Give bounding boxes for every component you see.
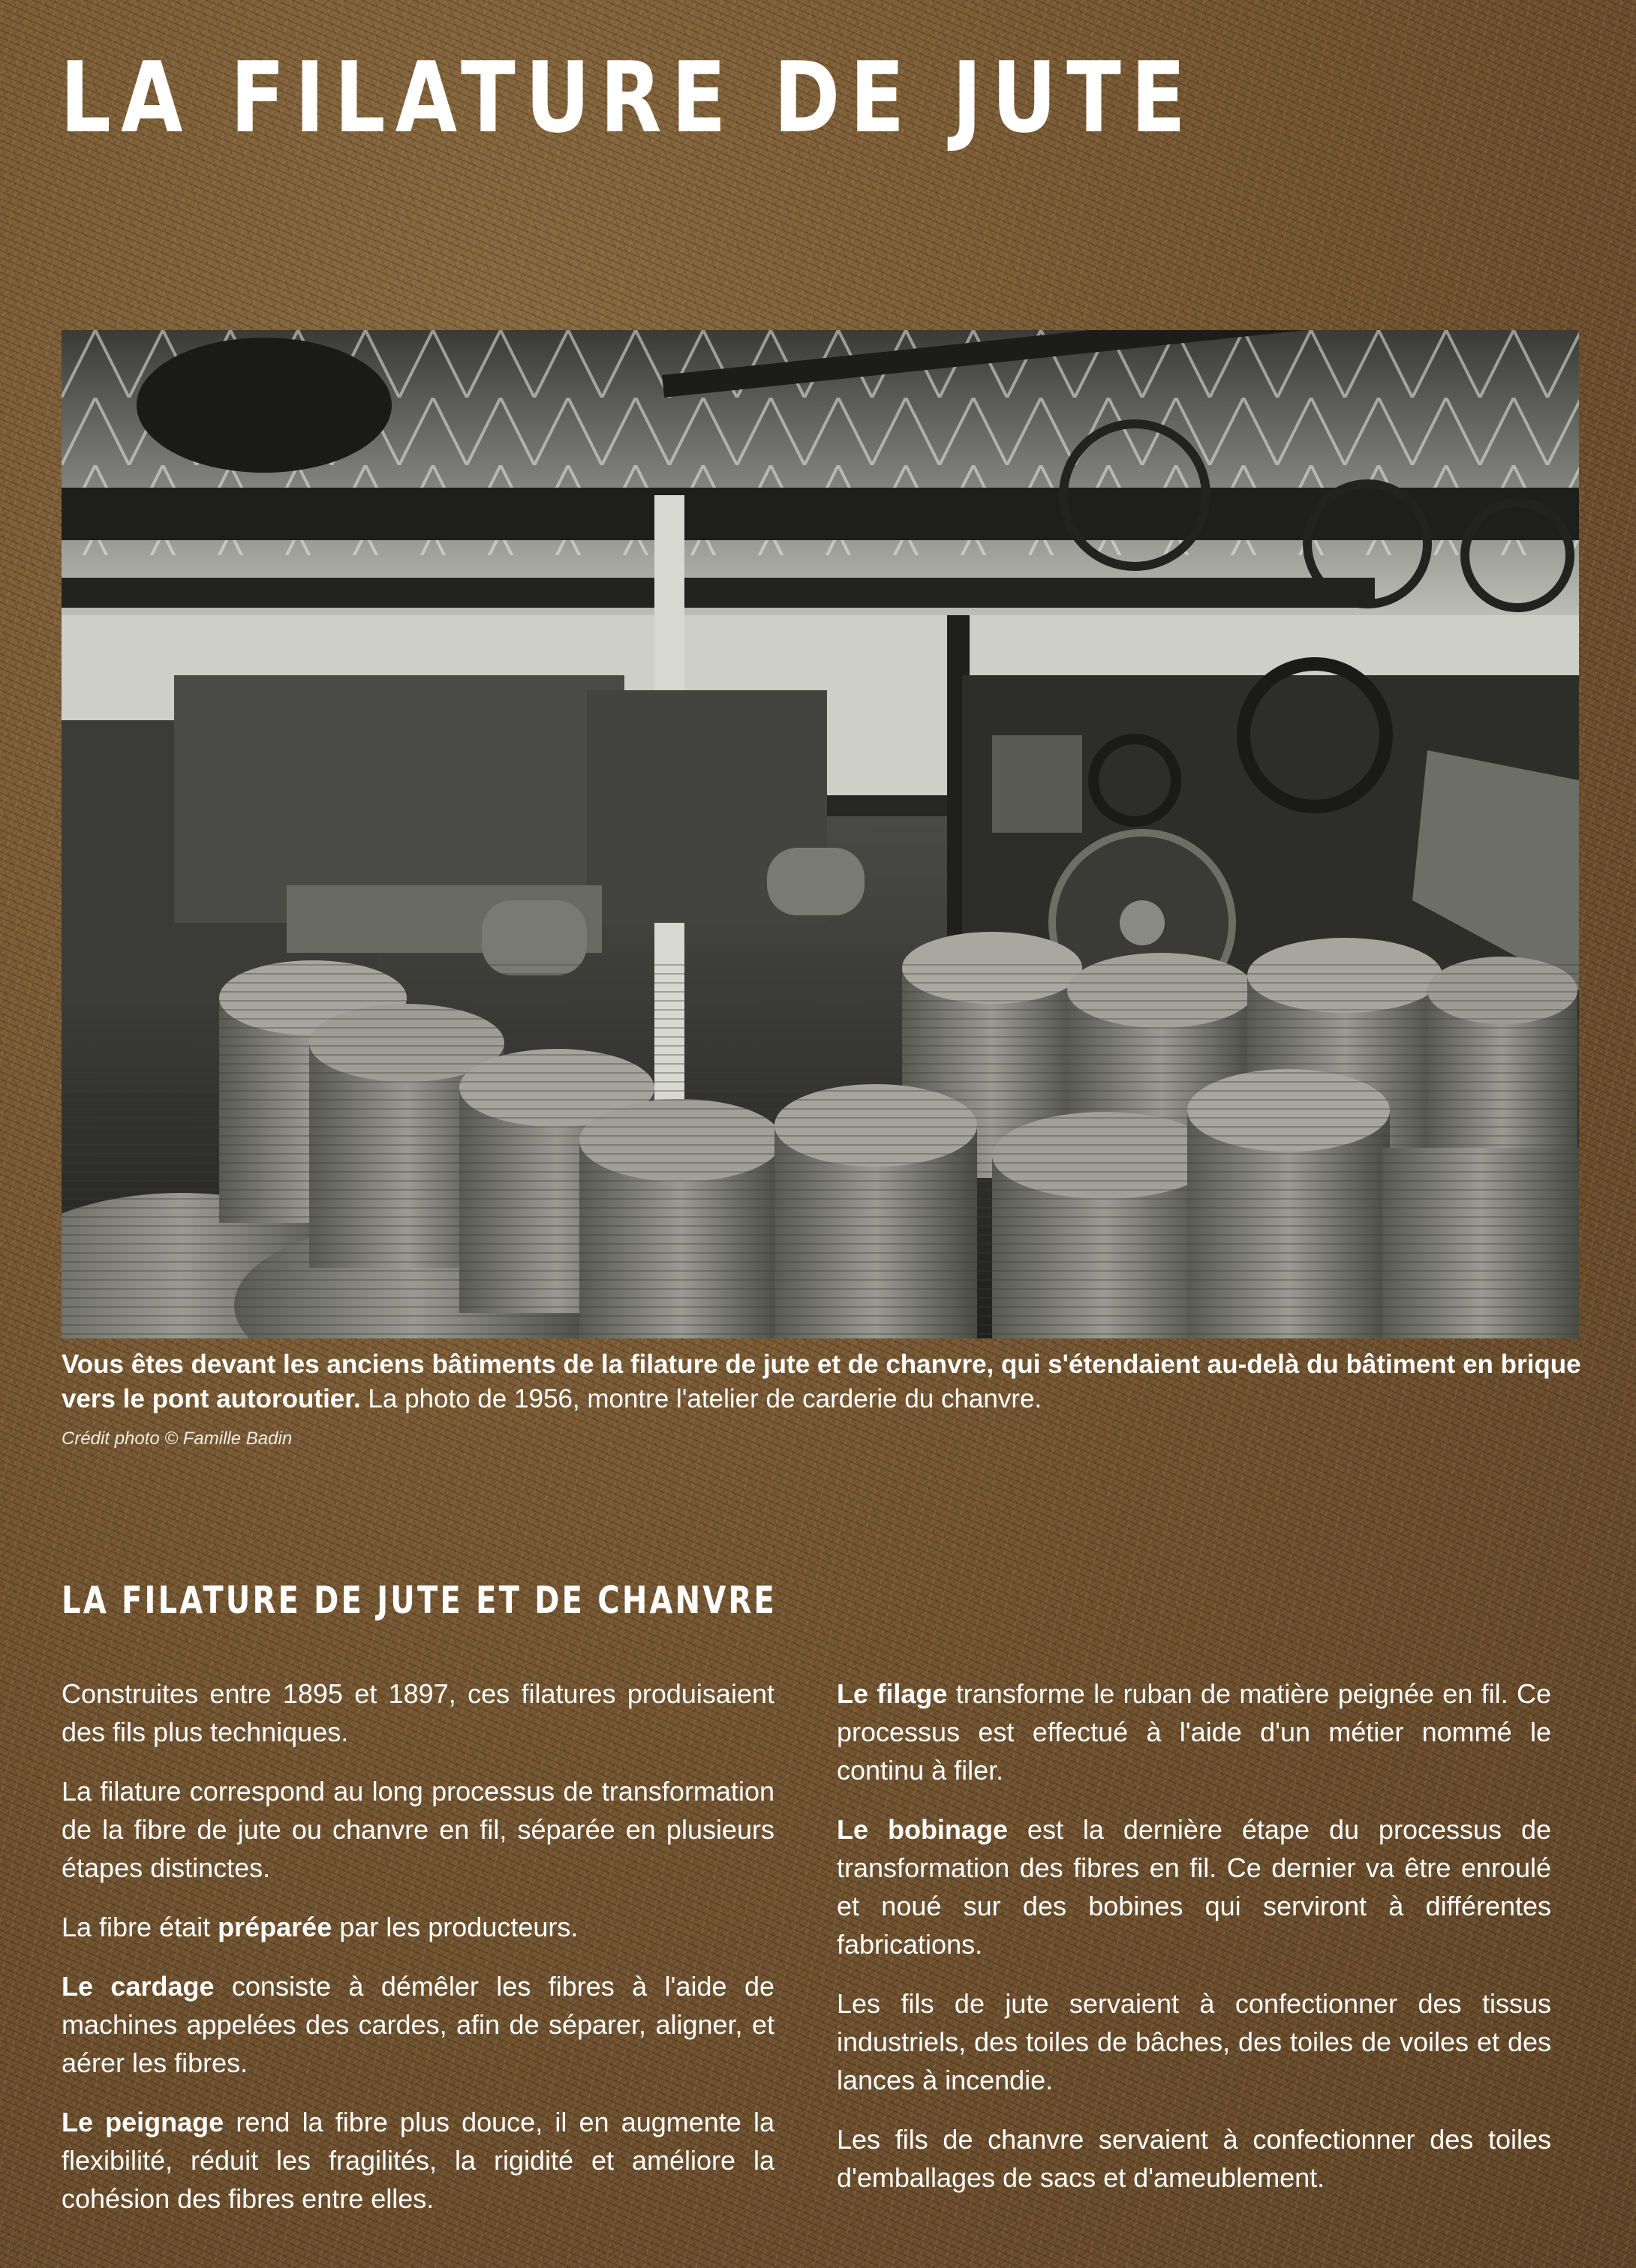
paragraph-construction: Construites entre 1895 et 1897, ces filatures produisaient des fils plus techniques.	[62, 1678, 774, 1747]
right-column	[837, 1675, 1551, 2218]
photo-caption	[62, 1347, 1585, 1416]
paragraph-filage: Le filage transforme le ruban de matière peignée en fil. Ce processus est effectué à l'aide d'un métier nommé le continu à filer.	[837, 1678, 1551, 1786]
paragraph-cardage: Le cardage consiste à démêler les fibres à l'aide de machines appelées des cardes, afin de séparer, aligner, et aérer les fibres.	[62, 1971, 774, 2078]
page-title: LA FILATURE DE JUTE	[60, 41, 1195, 155]
paragraph-jute-uses: Les fils de jute servaient à confectionner des tissus industriels, des toiles de bâches, des toiles de voiles et des lances à incendie.	[837, 1988, 1551, 2095]
paragraph-chanvre-uses: Les fils de chanvre servaient à confectionner des toiles d'emballages de sacs et d'ameublement.	[837, 2124, 1551, 2193]
left-column	[62, 1675, 774, 2239]
factory-photo	[62, 330, 1579, 1338]
paragraph-preparation: La fibre était préparée par les producteurs.	[62, 1912, 579, 1942]
caption-bold: Vous êtes devant les anciens bâtiments de la filature de jute et de chanvre, qui s'étendaient au-delà du bâtiment en brique vers le pont autoroutier.	[62, 1350, 1581, 1413]
carding-workshop-image	[62, 330, 1579, 1338]
section-title: LA FILATURE DE JUTE ET DE CHANVRE	[62, 1579, 777, 1622]
paragraph-filature: La filature correspond au long processus de transformation de la fibre de jute ou chanvre en fil, séparée en plusieurs étapes distinctes.	[62, 1776, 774, 1883]
paragraph-peignage: Le peignage rend la fibre plus douce, il en augmente la flexibilité, réduit les fragilités, la rigidité et améliore la cohésion des fibres entre elles.	[62, 2107, 774, 2214]
caption-regular: La photo de 1956, montre l'atelier de carderie du chanvre.	[360, 1384, 1042, 1413]
paragraph-bobinage: Le bobinage est la dernière étape du processus de transformation des fibres en fil. Ce dernier va être enroulé et noué sur des bobines qui serviront à différentes fabrications.	[837, 1814, 1551, 1960]
photo-credit: Crédit photo © Famille Badin	[62, 1428, 293, 1449]
